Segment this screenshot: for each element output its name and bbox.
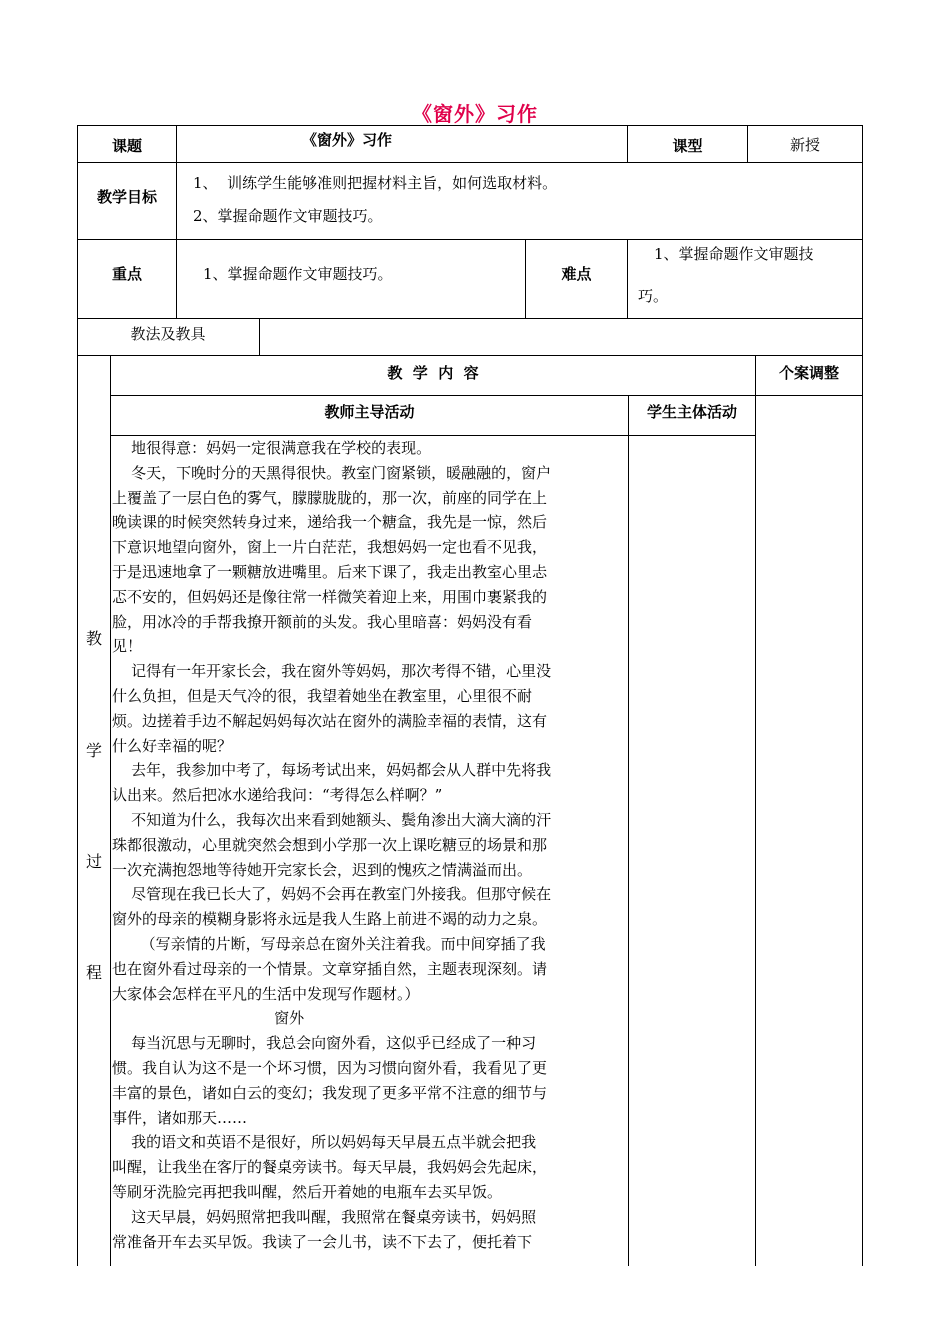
side-char-2: 学 (85, 741, 102, 760)
text-line: 晚读课的时候突然转身过来，递给我一个糖盒，我先是一惊，然后 (112, 513, 548, 532)
difficulty-value-line1: 1、掌握命题作文审题技 (654, 245, 814, 263)
difficulty-value-line2: 巧。 (638, 287, 669, 305)
text-line: 惯。我自认为这不是一个坏习惯，因为习惯向窗外看，我看见了更 (112, 1058, 548, 1077)
text-line: 上覆盖了一层白色的雾气，朦朦胧胧的，那一次，前座的同学在上 (112, 488, 548, 507)
content-header: 教 学 内 容 (387, 364, 479, 382)
text-line: 窗外 (112, 1009, 305, 1028)
text-line: 去年，我参加中考了，每场考试出来，妈妈都会从人群中先将我 (112, 761, 552, 780)
text-line: 常准备开车去买早饭。我读了一会儿书，读不下去了，便托着下 (112, 1232, 533, 1251)
text-line: 我的语文和英语不是很好，所以妈妈每天早晨五点半就会把我 (112, 1133, 537, 1152)
teacher-header: 教师主导活动 (324, 403, 415, 421)
text-line: 这天早晨，妈妈照常把我叫醒，我照常在餐桌旁读书，妈妈照 (112, 1207, 537, 1226)
text-line: （写亲情的片断，写母亲总在窗外关注着我。而中间穿插了我 (112, 934, 546, 953)
text-line: 忑不安的，但妈妈还是像往常一样微笑着迎上来，用围巾裹紧我的 (112, 587, 548, 606)
text-line: 叫醒，让我坐在客厅的餐桌旁读书。每天早晨，我妈妈会先起床， (112, 1158, 548, 1177)
process-left-border (77, 355, 78, 1266)
side-char-1: 教 (85, 629, 102, 648)
type-value: 新授 (789, 136, 820, 154)
text-line: 珠都很激动，心里就突然会想到小学那一次上课吃糖豆的场景和那 (112, 835, 548, 854)
text-line: 什么好幸福的呢？ (112, 736, 233, 755)
side-char-3: 过 (85, 852, 102, 871)
text-line: 记得有一年开家长会，我在窗外等妈妈，那次考得不错，心里没 (112, 662, 552, 681)
text-line: 认出来。然后把冰水递给我问：“考得怎么样啊？” (112, 786, 443, 805)
text-line: 地很得意：妈妈一定很满意我在学校的表现。 (112, 439, 432, 457)
topic-label: 课题 (111, 137, 142, 155)
text-line: 见！ (112, 637, 143, 656)
text-line: 大家体会怎样在平凡的生活中发现写作题材。） (112, 984, 420, 1003)
text-line: 脸，用冰冷的手帮我撩开额前的头发。我心里暗喜：妈妈没有看 (112, 612, 533, 631)
text-line: 不知道为什么，我每次出来看到她额头、鬓角渗出大滴大滴的汗 (112, 810, 552, 829)
topic-value: 《窗外》习作 (302, 131, 393, 149)
text-line: 下意识地望向窗外，窗上一片白茫茫，我想妈妈一定也看不见我， (112, 538, 548, 557)
text-line: 一次充满抱怨地等待她开完家长会，迟到的愧疚之情满溢而出。 (112, 860, 533, 879)
text-line: 每当沉思与无聊时，我总会向窗外看，这似乎已经成了一种习 (112, 1034, 537, 1053)
goals-label: 教学目标 (96, 188, 157, 206)
student-header: 学生主体活动 (646, 403, 737, 421)
difficulty-label: 难点 (561, 265, 592, 283)
text-line: 冬天，下晚时分的天黑得很快。教室门窗紧锁，暖融融的，窗户 (112, 463, 552, 482)
text-line: 尽管现在我已长大了，妈妈不会再在教室门外接我。但那守候在 (112, 885, 552, 904)
key-label: 重点 (111, 265, 142, 283)
text-line: 于是迅速地拿了一颗糖放进嘴里。后来下课了，我走出教室心里忐 (112, 562, 548, 581)
side-char-4: 程 (85, 963, 102, 982)
key-value: 1、掌握命题作文审题技巧。 (203, 265, 393, 283)
goal-item-1: 1、 训练学生能够准则把握材料主旨，如何选取材料。 (193, 174, 558, 192)
teacher-activity-text (112, 436, 632, 1254)
type-label: 课型 (672, 137, 703, 155)
text-line: 窗外的母亲的模糊身影将永远是我人生路上前进不竭的动力之泉。 (112, 910, 548, 929)
text-line: 也在窗外看过母亲的一个情景。文章穿插自然，主题表现深刻。请 (112, 959, 548, 978)
method-label: 教法及教具 (130, 325, 206, 343)
goal-item-2: 2、掌握命题作文审题技巧。 (193, 207, 383, 225)
document-title: 《窗外》习作 (412, 102, 538, 126)
text-line: 烦。边搓着手边不解起妈妈每次站在窗外的满脸幸福的表情，这有 (112, 711, 548, 730)
text-line: 等刷牙洗脸完再把我叫醒，然后开着她的电瓶车去买早饭。 (112, 1182, 503, 1201)
adjust-header: 个案调整 (778, 364, 839, 382)
text-line: 什么负担，但是天气冷的很，我望着她坐在教室里，心里很不耐 (112, 686, 533, 705)
text-line: 丰富的景色，诸如白云的变幻；我发现了更多平常不注意的细节与 (112, 1083, 548, 1102)
text-line: 事件，诸如那天…… (112, 1108, 248, 1127)
